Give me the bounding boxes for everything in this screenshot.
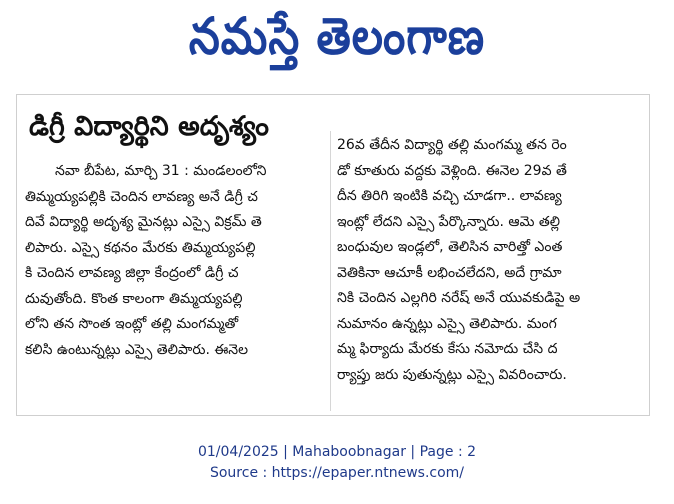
- article-text-line: వెతికినా ఆచూకీ లభించలేదని, అదే గ్రామా: [337, 264, 562, 281]
- article-text-line: తిమ్మయ్యపల్లికి చెందిన లావణ్య అనే డిగ్రీ చ: [25, 188, 258, 205]
- article-text-line: కలిసి ఉంటున్నట్లు ఎస్సై తెలిపారు. ఈనెల: [25, 341, 249, 358]
- column-divider: [330, 131, 331, 411]
- article-text-line: లిపారు. ఎస్సై కథనం మేరకు తిమ్మయ్యపల్లి: [25, 239, 256, 256]
- article-text-line: డో కూతురు వద్దకు వెళ్లింది. ఈనెల 29వ తే: [337, 162, 567, 179]
- footer-date-line: 01/04/2025 | Mahaboobnagar | Page : 2: [197, 444, 477, 460]
- article-text-line: దివే విద్యార్థి అదృశ్య మైనట్లు ఎస్సై విక్రమ్ తె: [25, 214, 262, 230]
- article-text-line: నికి చెందిన ఎల్లగిరి నరేష్ అనే యువకుడిపై అ: [337, 290, 581, 306]
- footer-source-line: Source : https://epaper.ntnews.com/: [209, 465, 465, 481]
- article-text-line: మ్మ ఫిర్యాదు మేరకు కేసు నమోదు చేసి ద: [337, 341, 558, 357]
- article-left-column: [25, 107, 325, 363]
- article-text-line: ర్యాప్తు జరు పుతున్నట్లు ఎస్సై వివరించారు.: [337, 366, 567, 383]
- masthead: [0, 0, 674, 86]
- article-right-column: [337, 133, 643, 388]
- article-clipping: [16, 94, 650, 416]
- article-headline: డిగ్రీ విద్యార్థిని అదృశ్యం: [29, 111, 269, 142]
- article-text-line: ఇంట్లో లేదని ఎస్సై పేర్కొన్నారు. ఆమె తల్లి: [337, 213, 560, 230]
- article-text-line: కి చెందిన లావణ్య జిల్లా కేంద్రంలో డిగ్రీ చ: [25, 265, 239, 281]
- article-text-line: నుమానం ఉన్నట్లు ఎస్సై తెలిపారు. మంగ: [337, 315, 557, 332]
- article-text-line: దువుతోంది. కొంత కాలంగా తిమ్మయ్యపల్లి: [25, 290, 243, 307]
- masthead-logo: నమస్తే తెలంగాణ: [188, 7, 486, 66]
- article-text-line: లోని తన సొంత ఇంట్లో తల్లి మంగమ్మతో: [25, 316, 239, 332]
- article-text-line: బంధువుల ఇండ్లలో, తెలిసిన వారిత్తో ఎంత: [337, 239, 563, 255]
- article-text-line: దీన తిరిగి ఇంటికి వచ్చి చూడగా.. లావణ్య: [337, 188, 562, 204]
- article-text-line: నవా బీపేట, మార్చి 31 : మండలంలోని: [55, 163, 267, 179]
- article-text-line: 26వ తేదీన విద్యార్థి తల్లి మంగమ్మ తన రెం: [337, 137, 567, 153]
